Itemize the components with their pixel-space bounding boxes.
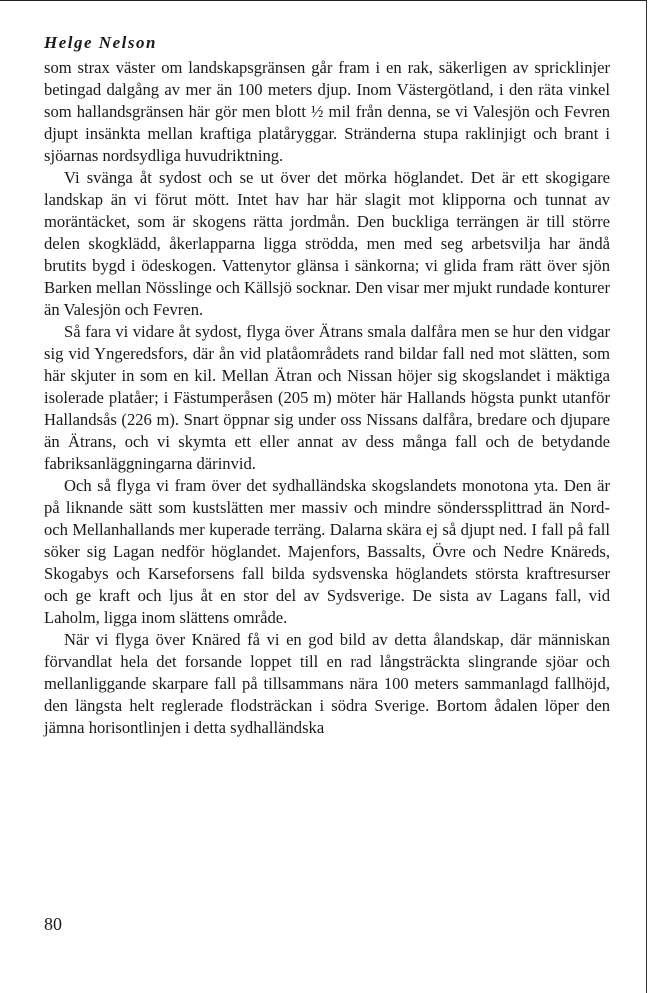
body-text (44, 57, 610, 739)
paragraph-5: När vi flyga över Knäred få vi en god bild av detta ålandskap, där människan förvandlat hela det forsande loppet till en rad långsträckta slingrande sjöar och mellanliggande skarpare fall på tillsammans nära 100 meters sammanlagd fallhöjd, den längsta helt reglerade flodsträckan i södra Sverige. Bortom ådalen löper den jämna horisontlinjen i detta sydhalländska (44, 630, 610, 737)
paragraph-1: som strax väster om landskapsgränsen går fram i en rak, säkerligen av spricklinjer betingad dalgång av mer än 100 meters djup. Inom Västergötland, i den räta vinkel som hallandsgränsen här gör men blott ½ mil från denna, se vi Valesjön och Fevren djupt insänkta mellan kraftiga platåryggar. Stränderna stupa raklinjigt och brant i sjöarnas nordsydliga huvudriktning. (44, 58, 610, 165)
paragraph-4: Och så flyga vi fram över det sydhalländska skogslandets monotona yta. Den är på liknande sätt som kustslätten mer massiv och mindre sönderssplittrad än Nord- och Mellanhallands mer kuperade terräng. Dalarna skära ej så djupt ned. I fall på fall söker sig Lagan nedför höglandet. Majenfors, Bassalts, Övre och Nedre Knäreds, Skogabys och Karseforsens fall bilda sydsvenska höglandets största kraftresurser och ge kraft och ljus åt en stor del av Sydsverige. De sista av Lagans fall, vid Laholm, ligga inom slättens område. (44, 476, 610, 627)
running-head-author: Helge Nelson (44, 33, 157, 52)
paragraph-3: Så fara vi vidare åt sydost, flyga över Ätrans smala dalfåra men se hur den vidgar sig vid Yngeredsfors, där ån vid platåområdets rand bildar fall ned mot slätten, som här skjuter in som en kil. Mellan Ätran och Nissan höjer sig skogslandet i mäktiga isolerade platåer; i Fästumperåsen (205 m) möter här Hallands högsta punkt utanför Hallandsås (226 m). Snart öppnar sig under oss Nissans dalfåra, bredare och djupare än Ätrans, och vi skymta ett eller annat av dess många fall och de betydande fabriksanläggningarna därinvid. (44, 322, 610, 473)
page-right-border (646, 0, 647, 993)
page-number: 80 (44, 914, 62, 934)
page-top-border (0, 0, 646, 1)
paragraph-2: Vi svänga åt sydost och se ut över det mörka höglandet. Det är ett skogigare landskap än vi förut mött. Intet hav har här slagit mot klipporna och tunnat av moräntäcket, som är skogens rätta jordmån. Den buckliga terrängen är till större delen skogklädd, åkerlapparna ligga strödda, men med seg arbetsvilja har ändå brutits bygd i ödeskogen. Vattenytor glänsa i sänkorna; vi glida fram rätt över sjön Barken mellan Nösslinge och Källsjö socknar. Den visar mer mjukt rundade konturer än Valesjön och Fevren. (44, 168, 610, 319)
